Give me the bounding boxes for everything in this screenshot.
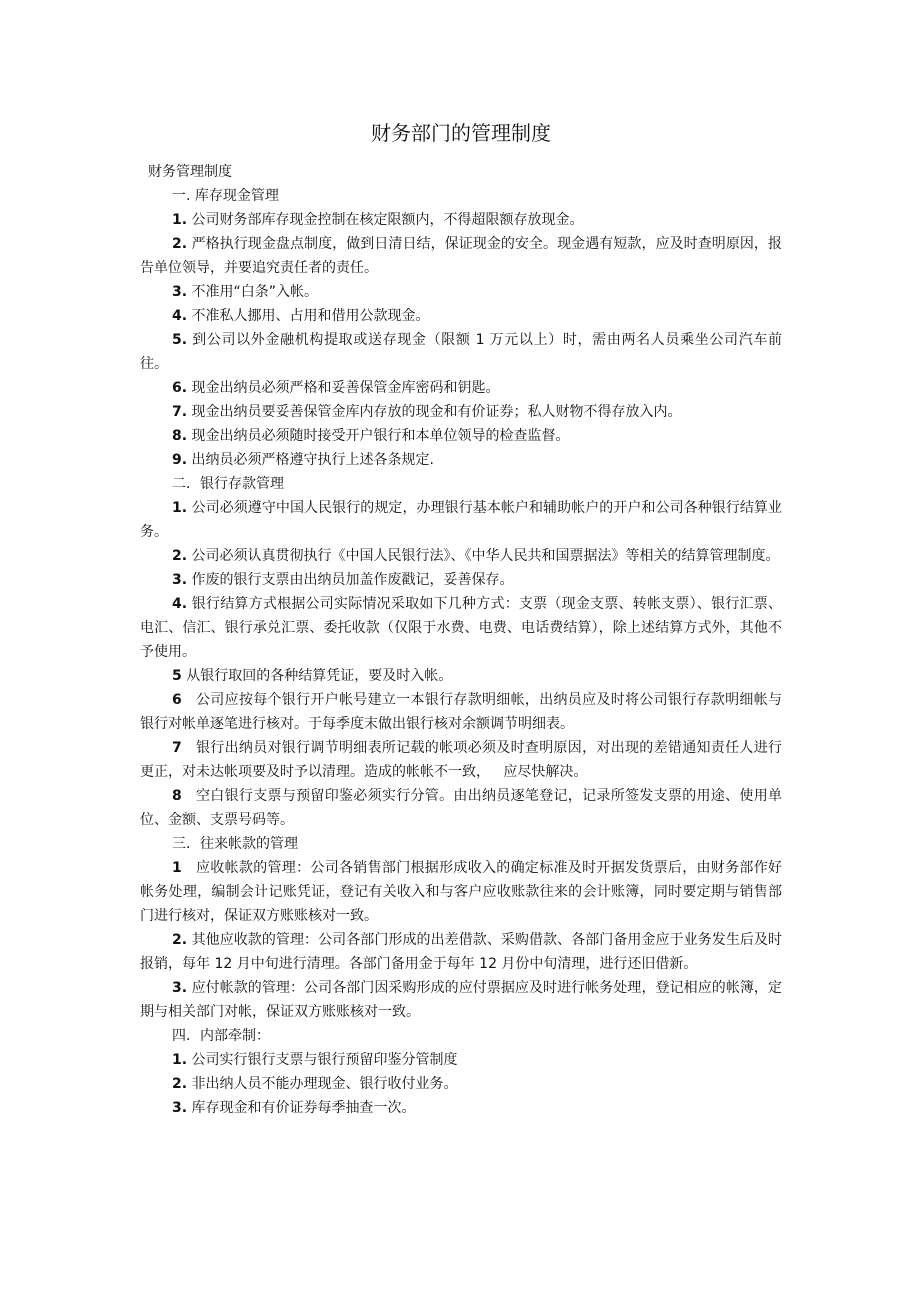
list-item xyxy=(140,400,782,424)
item-text: 从银行取回的各种结算凭证，要及时入帐。 xyxy=(181,668,453,684)
item-number: 8. xyxy=(172,428,188,444)
item-number: 2. xyxy=(172,236,188,252)
list-item xyxy=(140,208,782,232)
item-number: 2. xyxy=(172,932,188,948)
item-text: 出纳员必须严格遵守执行上述各条规定. xyxy=(187,452,434,468)
item-number: 5 xyxy=(172,668,182,684)
item-number: 2. xyxy=(172,548,188,564)
item-text: 公司必须遵守中国人民银行的规定，办理银行基本帐户和辅助帐户的开户和公司各种银行结算业务。 xyxy=(140,500,782,540)
item-number: 7. xyxy=(172,404,188,420)
item-text: 应付帐款的管理：公司各部门因采购形成的应付票据应及时进行帐务处理，登记相应的帐簿，定期与相关部门对帐，保证双方账账核对一致。 xyxy=(140,980,782,1020)
item-number: 3. xyxy=(172,980,188,996)
item-number: 9. xyxy=(172,452,188,468)
item-text: 到公司以外金融机构提取或送存现金（限额 1 万元以上）时，需由两名人员乘坐公司汽车前往。 xyxy=(140,332,782,372)
item-text: 库存现金和有价证券每季抽查一次。 xyxy=(187,1100,416,1116)
item-number: 1. xyxy=(172,212,188,228)
item-text: 银行结算方式根据公司实际情况采取如下几种方式：支票（现金支票、转帐支票）、银行汇票、电汇、信汇、银行承兑汇票、委托收款（仅限于水费、电费、电话费结算），除上述结算方式外，其他不予使用。 xyxy=(140,596,782,660)
item-text: 公司应按每个银行开户帐号建立一本银行存款明细帐，出纳员应及时将公司银行存款明细帐与银行对帐单逐笔进行核对。于每季度末做出银行核对余额调节明细表。 xyxy=(140,692,782,732)
item-number: 1 xyxy=(172,860,182,876)
document-body xyxy=(140,184,782,1120)
section-heading: 一. 库存现金管理 xyxy=(172,188,279,204)
list-item xyxy=(140,280,782,304)
item-number: 6 xyxy=(172,692,182,708)
item-number: 3. xyxy=(172,284,188,300)
item-number: 3. xyxy=(172,1100,188,1116)
item-text: 公司财务部库存现金控制在核定限额内，不得超限额存放现金。 xyxy=(187,212,584,228)
list-item xyxy=(140,232,782,280)
list-item xyxy=(140,376,782,400)
list-item xyxy=(140,1072,782,1096)
item-number: 4. xyxy=(172,308,188,324)
list-item xyxy=(140,448,782,472)
item-text: 银行出纳员对银行调节明细表所记载的帐项必须及时查明原因，对出现的差错通知责任人进行更正，对未达帐项要及时予以清理。造成的帐帐不一致， 应尽快解决。 xyxy=(140,740,782,780)
item-number: 5. xyxy=(172,332,188,348)
list-item xyxy=(140,544,782,568)
list-item xyxy=(140,856,782,928)
item-text: 严格执行现金盘点制度，做到日清日结，保证现金的安全。现金遇有短款，应及时查明原因，报告单位领导，并要追究责任者的责任。 xyxy=(140,236,782,276)
list-item xyxy=(140,1048,782,1072)
item-number: 1. xyxy=(172,1052,188,1068)
item-text: 现金出纳员必须随时接受开户银行和本单位领导的检查监督。 xyxy=(187,428,570,444)
item-number: 2. xyxy=(172,1076,188,1092)
list-item xyxy=(140,1096,782,1120)
section-heading: 四．内部牵制： xyxy=(172,1028,270,1044)
list-item xyxy=(140,496,782,544)
list-item xyxy=(140,328,782,376)
list-item xyxy=(140,304,782,328)
item-text: 现金出纳员要妥善保管金库内存放的现金和有价证券；私人财物不得存放入内。 xyxy=(187,404,682,420)
list-item xyxy=(140,664,782,688)
item-number: 7 xyxy=(172,740,182,756)
list-item xyxy=(140,424,782,448)
item-text: 现金出纳员必须严格和妥善保管金库密码和钥匙。 xyxy=(187,380,500,396)
list-item xyxy=(140,976,782,1024)
list-item xyxy=(140,568,782,592)
item-number: 3. xyxy=(172,572,188,588)
item-text: 不准私人挪用、占用和借用公款现金。 xyxy=(187,308,430,324)
section-heading: 二．银行存款管理 xyxy=(172,476,284,492)
list-item xyxy=(140,592,782,664)
item-number: 1. xyxy=(172,500,188,516)
item-text: 其他应收款的管理：公司各部门形成的出差借款、采购借款、各部门备用金应于业务发生后及时报销，每年 12 月中旬进行清理。各部门备用金于每年 12 月份中旬清理，进行还旧借新。 xyxy=(140,932,782,972)
item-text: 非出纳人员不能办理现金、银行收付业务。 xyxy=(187,1076,458,1092)
document-page xyxy=(140,118,782,1120)
item-number: 8 xyxy=(172,788,182,804)
item-text: 不准用“白条”入帐。 xyxy=(187,284,319,300)
list-item xyxy=(140,928,782,976)
item-number: 4. xyxy=(172,596,188,612)
document-title: 财务部门的管理制度 xyxy=(371,121,551,145)
item-text: 作废的银行支票由出纳员加盖作废戳记，妥善保存。 xyxy=(187,572,514,588)
item-text: 公司实行银行支票与银行预留印鉴分管制度 xyxy=(187,1052,458,1068)
item-text: 应收帐款的管理：公司各销售部门根据形成收入的确定标准及时开据发货票后，由财务部作好帐务处理，编制会计记账凭证，登记有关收入和与客户应收账款往来的会计账簿，同时要定期与销售部门进行核对，保证双方账账核对一致。 xyxy=(140,860,782,924)
section-heading: 三．往来帐款的管理 xyxy=(172,836,298,852)
list-item xyxy=(140,736,782,784)
item-text: 空白银行支票与预留印鉴必须实行分管。由出纳员逐笔登记，记录所签发支票的用途、使用单位、金额、支票号码等。 xyxy=(140,788,782,828)
list-item xyxy=(140,688,782,736)
document-subtitle: 财务管理制度 xyxy=(148,164,232,180)
list-item xyxy=(140,784,782,832)
item-text: 公司必须认真贯彻执行《中国人民银行法》、《中华人民共和国票据法》等相关的结算管理制度。 xyxy=(187,548,780,564)
item-number: 6. xyxy=(172,380,188,396)
